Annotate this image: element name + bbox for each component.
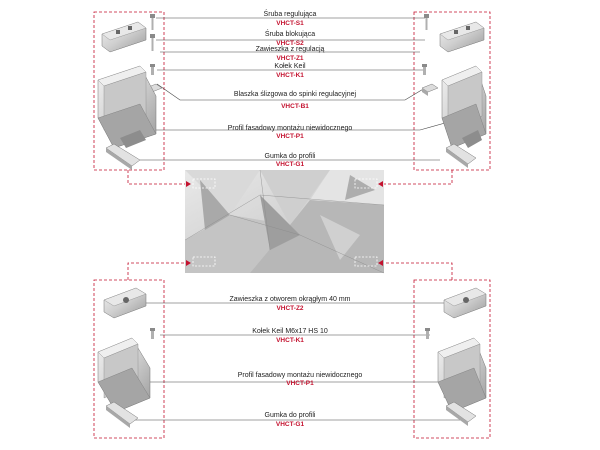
facade-profile-icon bbox=[438, 338, 486, 412]
code-hanger-round-hole: VHCT-Z2 bbox=[276, 305, 304, 312]
screw-icon bbox=[424, 14, 429, 30]
label-facade-profile-bottom: Profil fasadowy montażu niewidocznego bbox=[237, 372, 363, 379]
label-keil-dowel: Kołek Keil bbox=[274, 63, 306, 70]
label-adjusting-screw: Śruba regulująca bbox=[263, 11, 317, 18]
code-facade-profile-bottom: VHCT-P1 bbox=[286, 380, 314, 387]
label-rubber-strip: Gumka do profili bbox=[264, 153, 316, 160]
hanger-icon bbox=[102, 22, 146, 52]
hanger-icon bbox=[444, 288, 486, 318]
hanger-icon bbox=[440, 22, 484, 52]
label-locking-screw: Śruba blokująca bbox=[264, 31, 316, 38]
hanger-icon bbox=[104, 288, 146, 318]
code-locking-screw: VHCT-S2 bbox=[276, 40, 304, 47]
screw-icon bbox=[150, 34, 155, 51]
code-adjusting-screw: VHCT-S1 bbox=[276, 20, 304, 27]
code-rubber-strip-bottom: VHCT-G1 bbox=[275, 421, 305, 428]
label-facade-profile: Profil fasadowy montażu niewidocznego bbox=[227, 125, 353, 132]
code-keil-dowel-m6: VHCT-K1 bbox=[276, 337, 304, 344]
facade-profile-icon bbox=[98, 66, 156, 148]
dowel-icon bbox=[425, 328, 430, 339]
facade-profile-icon bbox=[98, 338, 150, 412]
dowel-icon bbox=[150, 64, 155, 75]
dowel-icon bbox=[422, 64, 427, 75]
rubber-strip-icon bbox=[446, 144, 476, 168]
label-hanger-round-hole: Zawieszka z otworem okrągłym 40 mm bbox=[229, 296, 351, 303]
screw-icon bbox=[150, 14, 155, 30]
label-rubber-strip-bottom: Gumka do profili bbox=[264, 412, 316, 419]
code-adjustable-hanger: VHCT-Z1 bbox=[276, 55, 304, 62]
label-adjustable-hanger: Zawieszka z regulacją bbox=[255, 46, 325, 53]
code-slide-plate: VHCT-B1 bbox=[281, 103, 309, 110]
code-keil-dowel: VHCT-K1 bbox=[276, 72, 304, 79]
leader-lines-bottom bbox=[130, 303, 470, 420]
label-keil-dowel-m6: Kołek Keil M6x17 HS 10 bbox=[252, 328, 328, 335]
facade-profile-icon bbox=[442, 66, 486, 148]
code-facade-profile: VHCT-P1 bbox=[276, 133, 304, 140]
rubber-strip-icon bbox=[106, 144, 140, 170]
concrete-panel bbox=[185, 170, 384, 273]
dowel-icon bbox=[150, 328, 155, 339]
label-slide-plate: Blaszka ślizgowa do spinki regulacyjnej bbox=[233, 91, 357, 98]
code-rubber-strip: VHCT-G1 bbox=[275, 161, 305, 168]
